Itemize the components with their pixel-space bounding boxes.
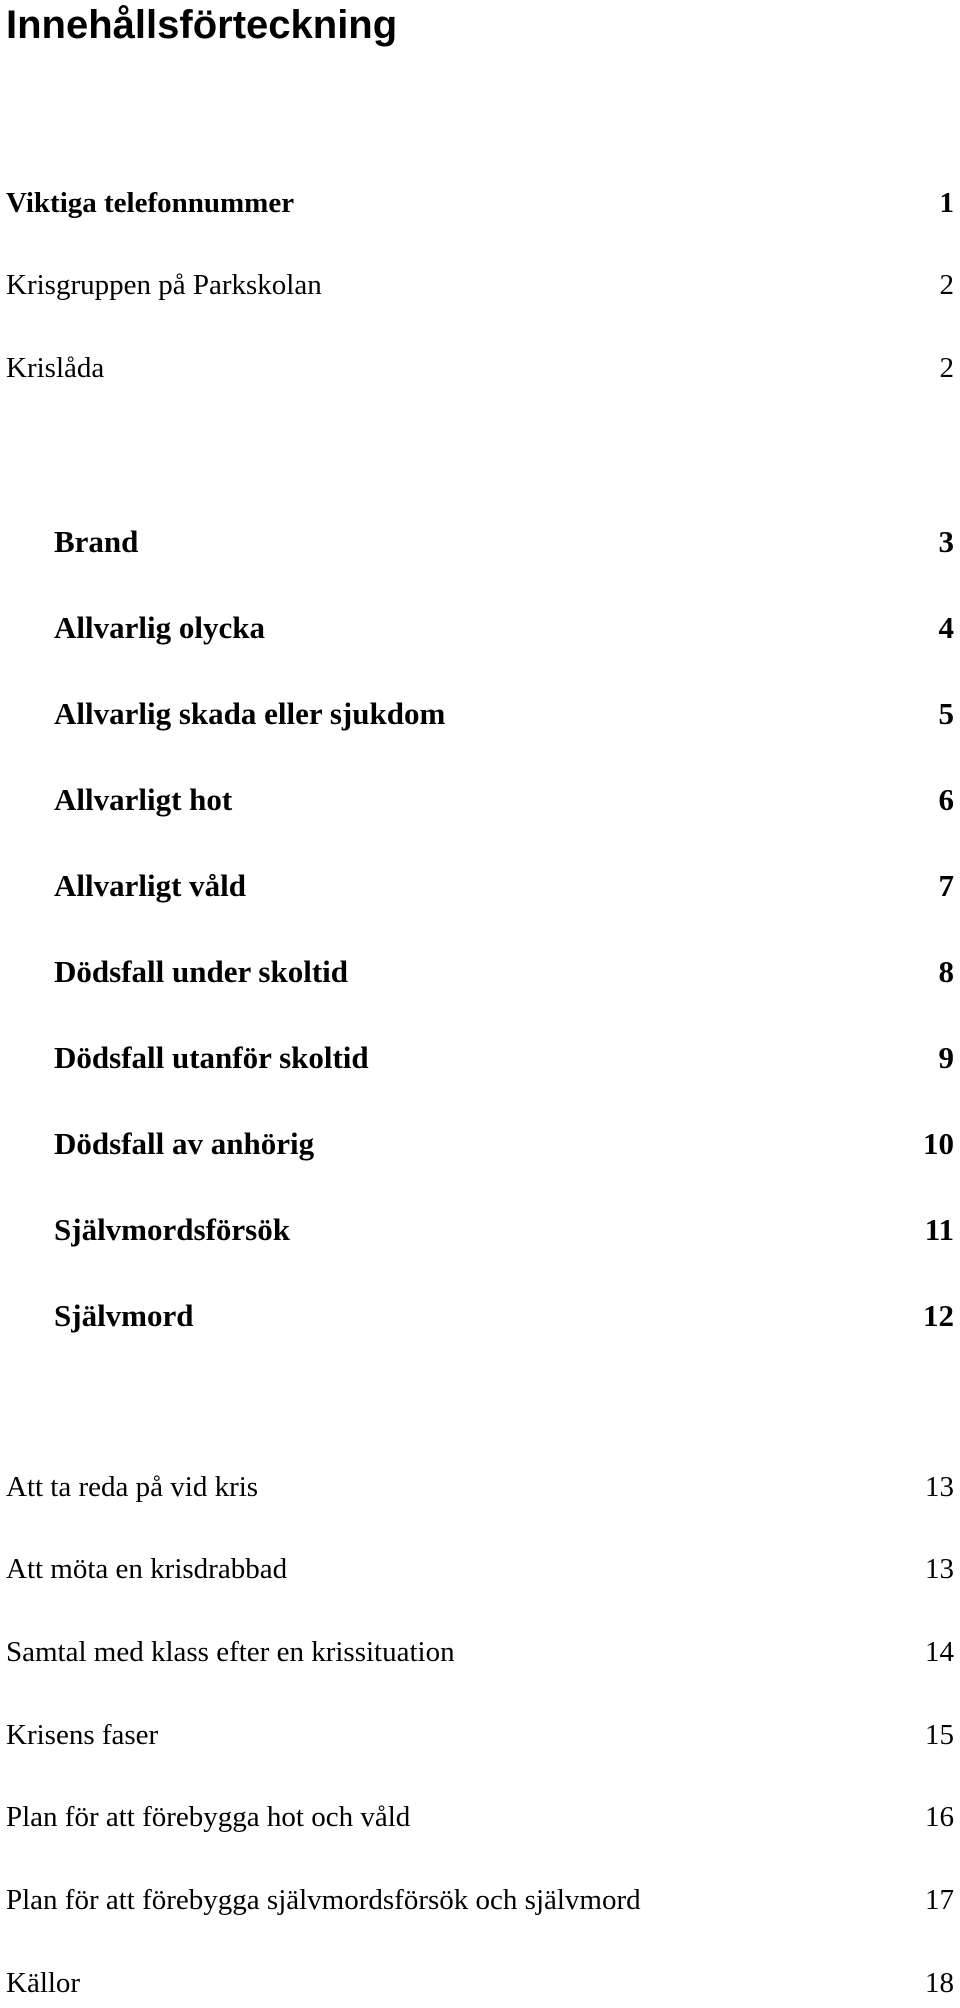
toc-entry-label: Dödsfall utanför skoltid [54, 1040, 369, 1075]
toc-entry[interactable] [6, 1462, 954, 1512]
toc-entry-label: Allvarligt hot [54, 782, 233, 817]
toc-entry-label: Krisgruppen på Parkskolan [6, 268, 322, 301]
toc-entry[interactable] [6, 343, 954, 393]
toc-entry-page: 17 [925, 1883, 954, 1916]
toc-entry-page: 10 [923, 1126, 954, 1161]
toc-entry[interactable] [6, 1627, 954, 1677]
toc-entry-label: Allvarligt våld [54, 868, 247, 903]
toc-entry[interactable] [6, 178, 954, 228]
toc-entry-page: 3 [938, 524, 954, 559]
toc-entry-label: Plan för att förebygga självmordsförsök och självmord [6, 1883, 641, 1916]
toc-entry[interactable] [54, 517, 954, 567]
toc-entry-label: Krislåda [6, 351, 105, 384]
toc-entry[interactable] [6, 1958, 954, 2008]
toc-entry-page: 14 [925, 1635, 954, 1668]
toc-entry-page: 13 [925, 1470, 954, 1503]
toc-entry-label: Dödsfall av anhörig [54, 1126, 315, 1161]
page-title: Innehållsförteckning [6, 3, 398, 47]
toc-entry[interactable] [54, 1033, 954, 1083]
toc-entry[interactable] [54, 861, 954, 911]
toc-entry-label: Självmordsförsök [54, 1212, 290, 1247]
toc-entry-page: 1 [939, 186, 954, 219]
toc-entry[interactable] [6, 260, 954, 310]
toc-entry-page: 13 [925, 1552, 954, 1585]
toc-entry-page: 16 [925, 1800, 954, 1833]
toc-entry-page: 9 [938, 1040, 954, 1075]
toc-entry-page: 2 [939, 268, 954, 301]
toc-entry[interactable] [54, 1119, 954, 1169]
toc-entry-page: 5 [938, 696, 954, 731]
toc-entry-label: Självmord [54, 1298, 194, 1333]
toc-entry-page: 15 [925, 1718, 954, 1751]
toc-entry-page: 8 [938, 954, 954, 989]
toc-entry-label: Viktiga telefonnummer [6, 186, 295, 219]
toc-entry-label: Brand [54, 524, 139, 559]
toc-entry[interactable] [54, 1205, 954, 1255]
toc-entry-label: Källor [6, 1966, 81, 1999]
toc-entry[interactable] [54, 947, 954, 997]
toc-entry-page: 7 [938, 868, 954, 903]
toc-entry-page: 6 [938, 782, 954, 817]
toc-entry-label: Krisens faser [6, 1718, 159, 1751]
toc-entry[interactable] [54, 603, 954, 653]
toc-entry-label: Samtal med klass efter en krissituation [6, 1635, 455, 1668]
toc-entry[interactable] [54, 775, 954, 825]
toc-entry[interactable] [6, 1544, 954, 1594]
toc-entry[interactable] [54, 1291, 954, 1341]
toc-entry-page: 12 [923, 1298, 954, 1333]
toc-entry-page: 11 [924, 1212, 954, 1247]
toc-entry-label: Att ta reda på vid kris [6, 1470, 259, 1503]
toc-entry-label: Plan för att förebygga hot och våld [6, 1800, 411, 1833]
toc-entry-label: Att möta en krisdrabbad [6, 1552, 288, 1585]
toc-entry-label: Dödsfall under skoltid [54, 954, 349, 989]
toc-entry-label: Allvarlig olycka [54, 610, 265, 645]
toc-entry[interactable] [6, 1792, 954, 1842]
toc-entry-page: 18 [925, 1966, 954, 1999]
toc-entry[interactable] [54, 689, 954, 739]
toc-entry-page: 2 [939, 351, 954, 384]
toc-entry-label: Allvarlig skada eller sjukdom [54, 696, 446, 731]
toc-entry[interactable] [6, 1875, 954, 1925]
toc-entry-page: 4 [938, 610, 954, 645]
toc-entry[interactable] [6, 1710, 954, 1760]
